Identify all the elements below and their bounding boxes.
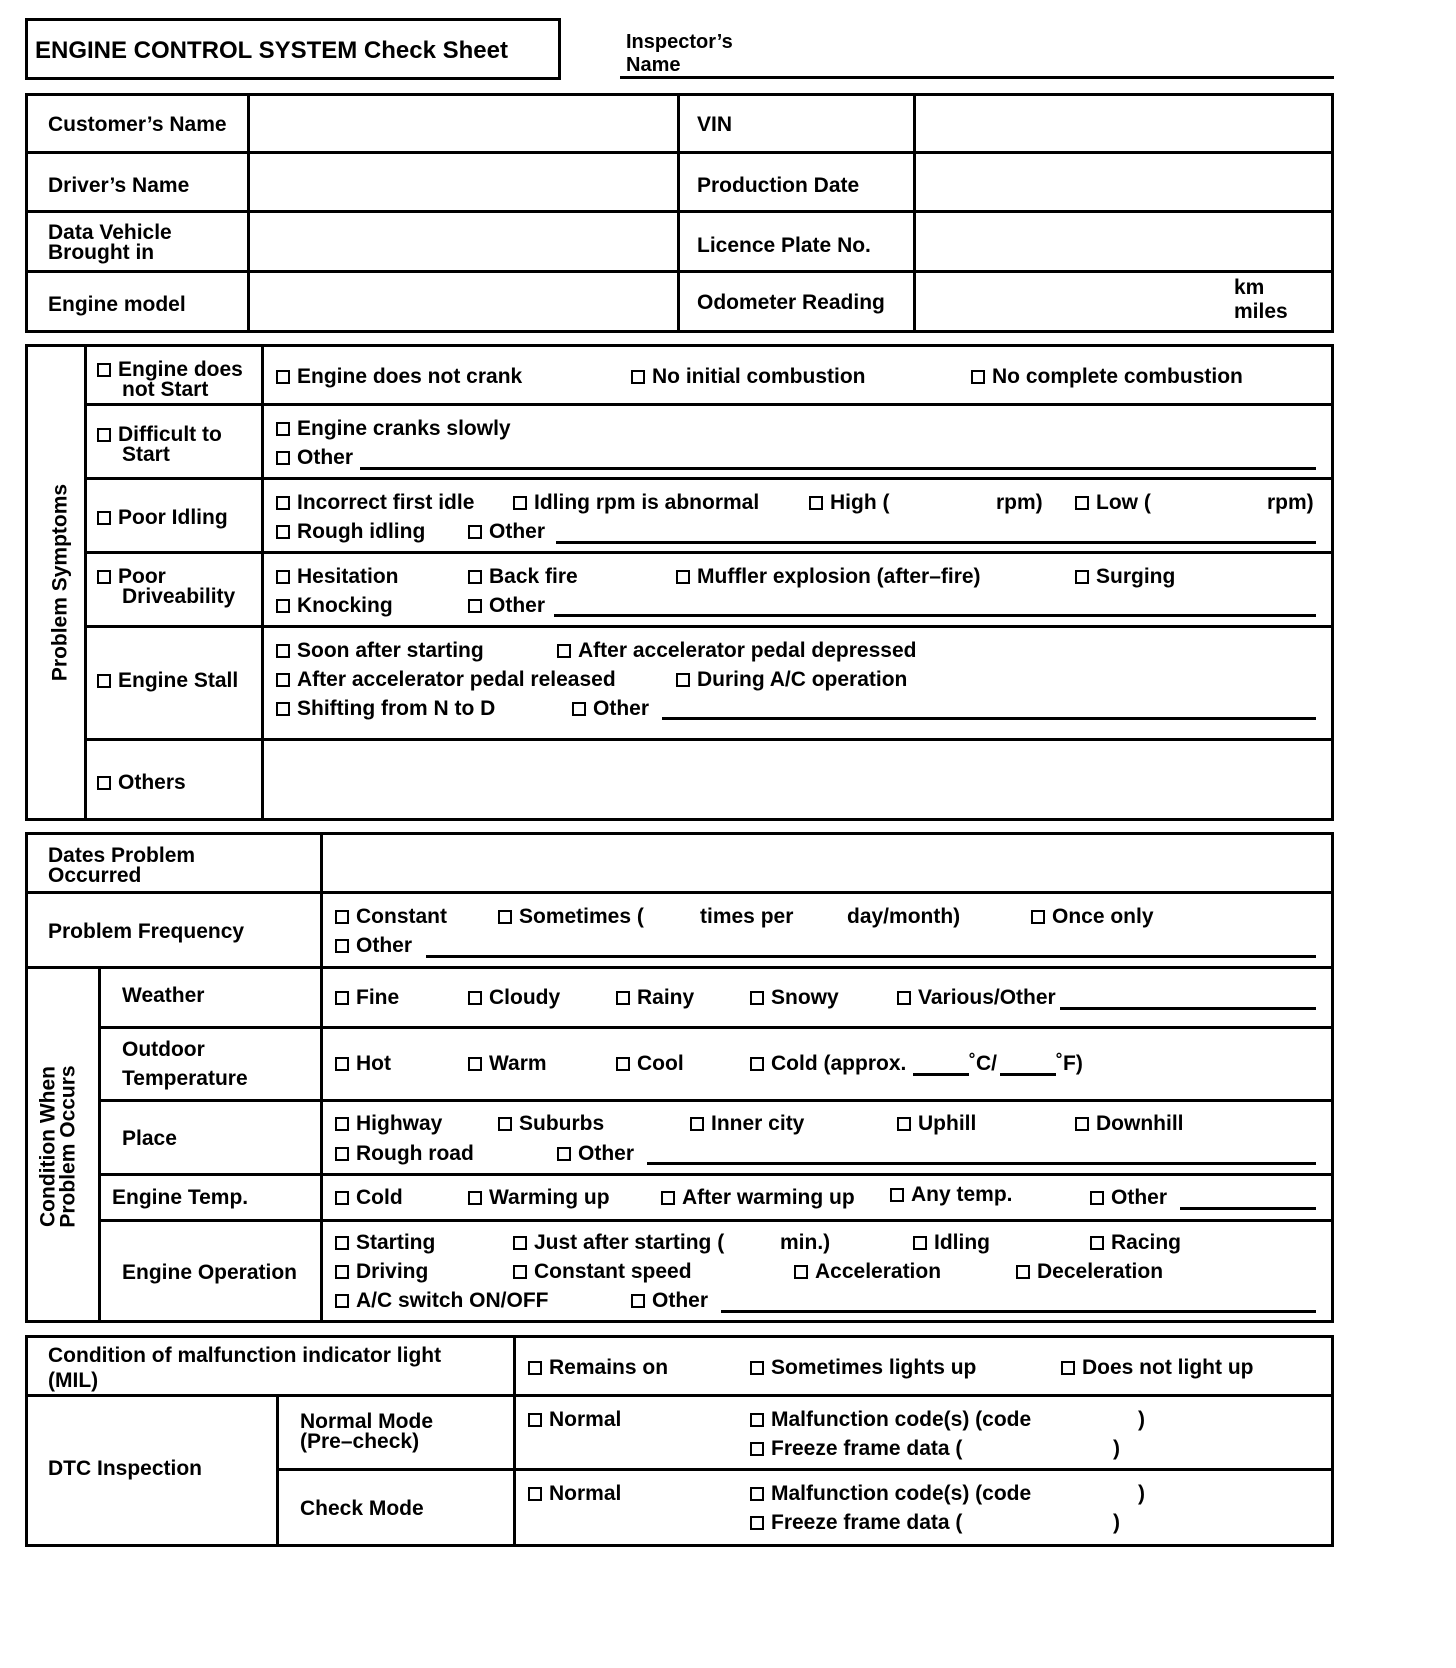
- dtc-inspection-label: DTC Inspection: [48, 1457, 203, 1480]
- opt-cold-approx[interactable]: Cold (approx.: [750, 1053, 906, 1075]
- low-rpm-unit: rpm): [1267, 491, 1314, 514]
- checkbox-icon: [276, 422, 290, 436]
- opt-rainy[interactable]: Rainy: [616, 987, 694, 1009]
- opt-racing[interactable]: Racing: [1090, 1232, 1181, 1254]
- divider: [84, 477, 1334, 480]
- opt-high-rpm[interactable]: High (: [809, 492, 889, 514]
- opt-ac-switch[interactable]: A/C switch ON/OFF: [335, 1290, 549, 1312]
- checkbox-icon: [335, 991, 349, 1005]
- high-rpm-unit: rpm): [996, 491, 1043, 514]
- checkbox-icon: [97, 570, 111, 584]
- normal-mode-label-line2: (Pre–check): [300, 1430, 420, 1453]
- checkbox-icon: [468, 599, 482, 613]
- difficult-start-other-field[interactable]: [360, 467, 1316, 470]
- checkbox-icon: [1075, 570, 1089, 584]
- checkbox-icon: [661, 1191, 675, 1205]
- checkbox-icon: [1016, 1265, 1030, 1279]
- divider: [84, 344, 87, 821]
- checkbox-icon: [1090, 1236, 1104, 1250]
- opt-uphill[interactable]: Uphill: [897, 1113, 976, 1135]
- problem-symptoms-section-label: Problem Symptoms: [48, 483, 72, 682]
- checkbox-icon: [335, 1117, 349, 1131]
- divider: [513, 1335, 516, 1547]
- opt-warm[interactable]: Warm: [468, 1053, 547, 1075]
- opt-check-mode-freeze-frame[interactable]: Freeze frame data (: [750, 1512, 962, 1534]
- opt-no-complete-combustion[interactable]: No complete combustion: [971, 366, 1243, 388]
- opt-idling-rpm-abnormal[interactable]: Idling rpm is abnormal: [513, 492, 759, 514]
- opt-after-pedal-released[interactable]: After accelerator pedal released: [276, 669, 616, 691]
- production-date-label: Production Date: [697, 174, 860, 197]
- checkbox-icon: [335, 1147, 349, 1161]
- opt-various-other[interactable]: Various/Other: [897, 987, 1056, 1009]
- opt-normal-mode-malfunction-code[interactable]: Malfunction code(s) (code: [750, 1409, 1031, 1431]
- place-other-field[interactable]: [647, 1162, 1316, 1165]
- checkbox-icon: [750, 991, 764, 1005]
- checkbox-icon: [1061, 1361, 1075, 1375]
- opt-after-warming-up[interactable]: After warming up: [661, 1187, 855, 1209]
- drivers-name-label: Driver’s Name: [48, 174, 190, 197]
- customer-name-label: Customer’s Name: [48, 113, 227, 136]
- engine-temp-other-field[interactable]: [1180, 1207, 1316, 1210]
- checkbox-icon: [335, 1236, 349, 1250]
- condition-section-label-line2: Problem Occurs: [56, 1065, 80, 1228]
- opt-once-only[interactable]: Once only: [1031, 906, 1154, 928]
- checkbox-icon: [335, 1191, 349, 1205]
- checkbox-icon: [557, 644, 571, 658]
- checkbox-icon: [631, 1294, 645, 1308]
- opt-back-fire[interactable]: Back fire: [468, 566, 578, 588]
- inspector-name-field[interactable]: [620, 76, 1334, 79]
- mil-label-line1: Condition of malfunction indicator light: [48, 1344, 442, 1367]
- divider: [98, 1173, 1334, 1176]
- drivers-name-field[interactable]: [252, 156, 674, 206]
- opt-check-mode-malfunction-code[interactable]: Malfunction code(s) (code: [750, 1483, 1031, 1505]
- checkbox-icon: [498, 910, 512, 924]
- opt-soon-after-starting[interactable]: Soon after starting: [276, 640, 484, 662]
- checkbox-icon: [468, 570, 482, 584]
- opt-just-after-starting[interactable]: Just after starting (: [513, 1232, 724, 1254]
- checkbox-icon: [528, 1487, 542, 1501]
- divider: [98, 1099, 1334, 1102]
- checkbox-icon: [513, 1265, 527, 1279]
- checkbox-icon: [276, 570, 290, 584]
- opt-remains-on[interactable]: Remains on: [528, 1357, 668, 1379]
- opt-frequency-other[interactable]: Other: [335, 935, 412, 957]
- opt-cold[interactable]: Cold: [335, 1187, 403, 1209]
- opt-hot[interactable]: Hot: [335, 1053, 391, 1075]
- inspector-label-line2: Name: [626, 54, 681, 76]
- opt-snowy[interactable]: Snowy: [750, 987, 839, 1009]
- customer-name-field[interactable]: [252, 98, 674, 148]
- engine-operation-other-field[interactable]: [721, 1310, 1316, 1313]
- opt-engine-stall-other[interactable]: Other: [572, 698, 649, 720]
- checkbox-icon: [276, 673, 290, 687]
- opt-normal-mode-freeze-frame[interactable]: Freeze frame data (: [750, 1438, 962, 1460]
- odometer-unit-km: km: [1234, 276, 1265, 299]
- checkbox-icon: [897, 1117, 911, 1131]
- opt-after-pedal-depressed[interactable]: After accelerator pedal depressed: [557, 640, 916, 662]
- dates-problem-field[interactable]: [325, 837, 1330, 888]
- celsius-unit: ˚C/: [969, 1052, 997, 1075]
- vin-field[interactable]: [918, 98, 1330, 148]
- opt-engine-cranks-slowly[interactable]: Engine cranks slowly: [276, 418, 511, 440]
- opt-poor-idling-other[interactable]: Other: [468, 521, 545, 543]
- divider: [98, 1219, 1334, 1222]
- divider: [98, 1026, 1334, 1029]
- opt-hesitation[interactable]: Hesitation: [276, 566, 399, 588]
- min-unit: min.): [780, 1231, 831, 1254]
- opt-suburbs[interactable]: Suburbs: [498, 1113, 604, 1135]
- checkbox-icon: [276, 599, 290, 613]
- check-mode-label: Check Mode: [300, 1497, 424, 1520]
- difficult-to-start-label-line2: Start: [122, 443, 170, 466]
- checkbox-icon: [1075, 1117, 1089, 1131]
- poor-idling-other-field[interactable]: [556, 541, 1316, 544]
- place-label: Place: [122, 1127, 177, 1150]
- checkbox-icon: [750, 1413, 764, 1427]
- engine-temp-label: Engine Temp.: [112, 1186, 249, 1209]
- divider: [261, 344, 264, 821]
- engine-does-not-start-label-line2: not Start: [122, 378, 209, 401]
- checkbox-icon: [616, 991, 630, 1005]
- production-date-field[interactable]: [918, 156, 1330, 206]
- opt-knocking[interactable]: Knocking: [276, 595, 393, 617]
- opt-incorrect-first-idle[interactable]: Incorrect first idle: [276, 492, 474, 514]
- checkbox-icon: [335, 910, 349, 924]
- opt-normal-mode-normal[interactable]: Normal: [528, 1409, 621, 1431]
- checkbox-icon: [750, 1361, 764, 1375]
- opt-shifting-n-to-d[interactable]: Shifting from N to D: [276, 698, 495, 720]
- data-vehicle-field[interactable]: [252, 215, 674, 267]
- opt-constant[interactable]: Constant: [335, 906, 447, 928]
- poor-driveability-checkbox[interactable]: Poor: [97, 566, 166, 588]
- engine-stall-checkbox[interactable]: Engine Stall: [97, 670, 238, 692]
- divider: [84, 551, 1334, 554]
- checkbox-icon: [631, 370, 645, 384]
- divider: [25, 966, 1334, 969]
- others-checkbox[interactable]: Others: [97, 772, 186, 794]
- checkbox-icon: [690, 1117, 704, 1131]
- opt-during-ac-operation[interactable]: During A/C operation: [676, 669, 907, 691]
- checkbox-icon: [513, 496, 527, 510]
- opt-downhill[interactable]: Downhill: [1075, 1113, 1184, 1135]
- day-month-label: day/month): [847, 905, 961, 928]
- checkbox-icon: [97, 363, 111, 377]
- checkbox-icon: [468, 991, 482, 1005]
- checkbox-icon: [468, 1057, 482, 1071]
- frequency-other-field[interactable]: [426, 955, 1316, 958]
- odometer-label: Odometer Reading: [697, 291, 885, 314]
- opt-inner-city[interactable]: Inner city: [690, 1113, 804, 1135]
- engine-model-label: Engine model: [48, 293, 186, 316]
- licence-plate-field[interactable]: [918, 215, 1330, 267]
- opt-check-mode-normal[interactable]: Normal: [528, 1483, 621, 1505]
- checkbox-icon: [557, 1147, 571, 1161]
- checkbox-icon: [676, 570, 690, 584]
- mil-label-line2: (MIL): [48, 1369, 99, 1392]
- divider: [84, 625, 1334, 628]
- licence-plate-label: Licence Plate No.: [697, 234, 871, 257]
- checkbox-icon: [913, 1236, 927, 1250]
- odometer-unit-miles: miles: [1234, 300, 1288, 323]
- checkbox-icon: [897, 991, 911, 1005]
- engine-model-field[interactable]: [252, 275, 674, 329]
- opt-driving[interactable]: Driving: [335, 1261, 428, 1283]
- divider: [677, 93, 680, 333]
- checkbox-icon: [1090, 1191, 1104, 1205]
- checkbox-icon: [971, 370, 985, 384]
- divider: [25, 1394, 1334, 1397]
- checkbox-icon: [335, 939, 349, 953]
- divider: [276, 1394, 279, 1547]
- driveability-other-field[interactable]: [554, 614, 1316, 617]
- opt-no-initial-combustion[interactable]: No initial combustion: [631, 366, 866, 388]
- opt-place-other[interactable]: Other: [557, 1143, 634, 1165]
- checkbox-icon: [97, 428, 111, 442]
- opt-sometimes[interactable]: Sometimes (: [498, 906, 644, 928]
- checkbox-icon: [1075, 496, 1089, 510]
- divider: [247, 93, 250, 333]
- checkbox-icon: [335, 1057, 349, 1071]
- opt-does-not-light-up[interactable]: Does not light up: [1061, 1357, 1253, 1379]
- checkbox-icon: [276, 525, 290, 539]
- checkbox-icon: [616, 1057, 630, 1071]
- checkbox-icon: [97, 511, 111, 525]
- vin-label: VIN: [697, 113, 733, 136]
- others-field[interactable]: [266, 743, 1330, 817]
- page-title: ENGINE CONTROL SYSTEM Check Sheet: [35, 37, 508, 64]
- poor-driveability-label-line2: Driveability: [122, 585, 236, 608]
- opt-acceleration[interactable]: Acceleration: [794, 1261, 941, 1283]
- checkbox-icon: [890, 1188, 904, 1202]
- opt-starting[interactable]: Starting: [335, 1232, 435, 1254]
- opt-constant-speed[interactable]: Constant speed: [513, 1261, 692, 1283]
- times-per-label: times per: [700, 905, 794, 928]
- engine-does-not-start-checkbox[interactable]: Engine does: [97, 359, 243, 381]
- opt-any-temp[interactable]: Any temp.: [890, 1184, 1013, 1206]
- checkbox-icon: [276, 644, 290, 658]
- poor-idling-checkbox[interactable]: Poor Idling: [97, 507, 228, 529]
- divider: [320, 832, 323, 1323]
- opt-engine-operation-other[interactable]: Other: [631, 1290, 708, 1312]
- checkbox-icon: [276, 370, 290, 384]
- divider: [84, 403, 1334, 406]
- dates-problem-label-line1: Dates Problem: [48, 844, 196, 867]
- opt-engine-temp-other[interactable]: Other: [1090, 1187, 1167, 1209]
- check-mode-code-close: ): [1138, 1482, 1145, 1505]
- opt-fine[interactable]: Fine: [335, 987, 399, 1009]
- checkbox-icon: [498, 1117, 512, 1131]
- difficult-to-start-checkbox[interactable]: Difficult to: [97, 424, 222, 446]
- checkbox-icon: [335, 1294, 349, 1308]
- opt-low-rpm[interactable]: Low (: [1075, 492, 1151, 514]
- checkbox-icon: [528, 1413, 542, 1427]
- check-mode-freeze-close: ): [1113, 1511, 1120, 1534]
- dates-problem-label-line2: Occurred: [48, 864, 142, 887]
- checkbox-icon: [528, 1361, 542, 1375]
- checkbox-icon: [468, 525, 482, 539]
- engine-operation-label: Engine Operation: [122, 1261, 298, 1284]
- normal-mode-label-line1: Normal Mode: [300, 1410, 434, 1433]
- opt-sometimes-lights-up[interactable]: Sometimes lights up: [750, 1357, 976, 1379]
- checkbox-icon: [468, 1191, 482, 1205]
- divider: [84, 738, 1334, 741]
- checkbox-icon: [97, 776, 111, 790]
- checkbox-icon: [335, 1265, 349, 1279]
- fahrenheit-unit: ˚F): [1056, 1052, 1083, 1075]
- normal-mode-code-close: ): [1138, 1408, 1145, 1431]
- opt-cool[interactable]: Cool: [616, 1053, 684, 1075]
- opt-muffler-explosion[interactable]: Muffler explosion (after–fire): [676, 566, 981, 588]
- problem-frequency-label: Problem Frequency: [48, 920, 245, 943]
- engine-stall-other-field[interactable]: [662, 717, 1316, 720]
- normal-mode-freeze-close: ): [1113, 1437, 1120, 1460]
- outdoor-temp-label-line1: Outdoor: [122, 1038, 205, 1061]
- opt-highway[interactable]: Highway: [335, 1113, 442, 1135]
- celsius-field[interactable]: [913, 1073, 969, 1076]
- checkbox-icon: [750, 1442, 764, 1456]
- opt-driveability-other[interactable]: Other: [468, 595, 545, 617]
- opt-engine-does-not-crank[interactable]: Engine does not crank: [276, 366, 522, 388]
- opt-deceleration[interactable]: Deceleration: [1016, 1261, 1163, 1283]
- checkbox-icon: [97, 674, 111, 688]
- opt-surging[interactable]: Surging: [1075, 566, 1175, 588]
- data-vehicle-label-line2: Brought in: [48, 241, 155, 264]
- odometer-field[interactable]: [918, 275, 1218, 329]
- weather-other-field[interactable]: [1060, 1007, 1316, 1010]
- opt-difficult-start-other[interactable]: Other: [276, 447, 353, 469]
- checkbox-icon: [794, 1265, 808, 1279]
- checkbox-icon: [513, 1236, 527, 1250]
- checkbox-icon: [276, 702, 290, 716]
- opt-warming-up[interactable]: Warming up: [468, 1187, 610, 1209]
- divider: [25, 891, 1334, 894]
- divider: [276, 1468, 1334, 1471]
- condition-section-label-line1: Condition When: [36, 1066, 60, 1227]
- checkbox-icon: [750, 1057, 764, 1071]
- checkbox-icon: [276, 451, 290, 465]
- divider: [98, 966, 101, 1323]
- checkbox-icon: [676, 673, 690, 687]
- weather-label: Weather: [122, 984, 205, 1007]
- data-vehicle-label-line1: Data Vehicle: [48, 221, 172, 244]
- checkbox-icon: [276, 496, 290, 510]
- divider: [913, 93, 916, 333]
- opt-idling[interactable]: Idling: [913, 1232, 990, 1254]
- checkbox-icon: [750, 1516, 764, 1530]
- outdoor-temp-label-line2: Temperature: [122, 1067, 248, 1090]
- opt-rough-idling[interactable]: Rough idling: [276, 521, 425, 543]
- inspector-label-line1: Inspector’s: [626, 31, 733, 53]
- opt-rough-road[interactable]: Rough road: [335, 1143, 474, 1165]
- checkbox-icon: [750, 1487, 764, 1501]
- checkbox-icon: [809, 496, 823, 510]
- checkbox-icon: [1031, 910, 1045, 924]
- checkbox-icon: [572, 702, 586, 716]
- opt-cloudy[interactable]: Cloudy: [468, 987, 560, 1009]
- fahrenheit-field[interactable]: [1000, 1073, 1056, 1076]
